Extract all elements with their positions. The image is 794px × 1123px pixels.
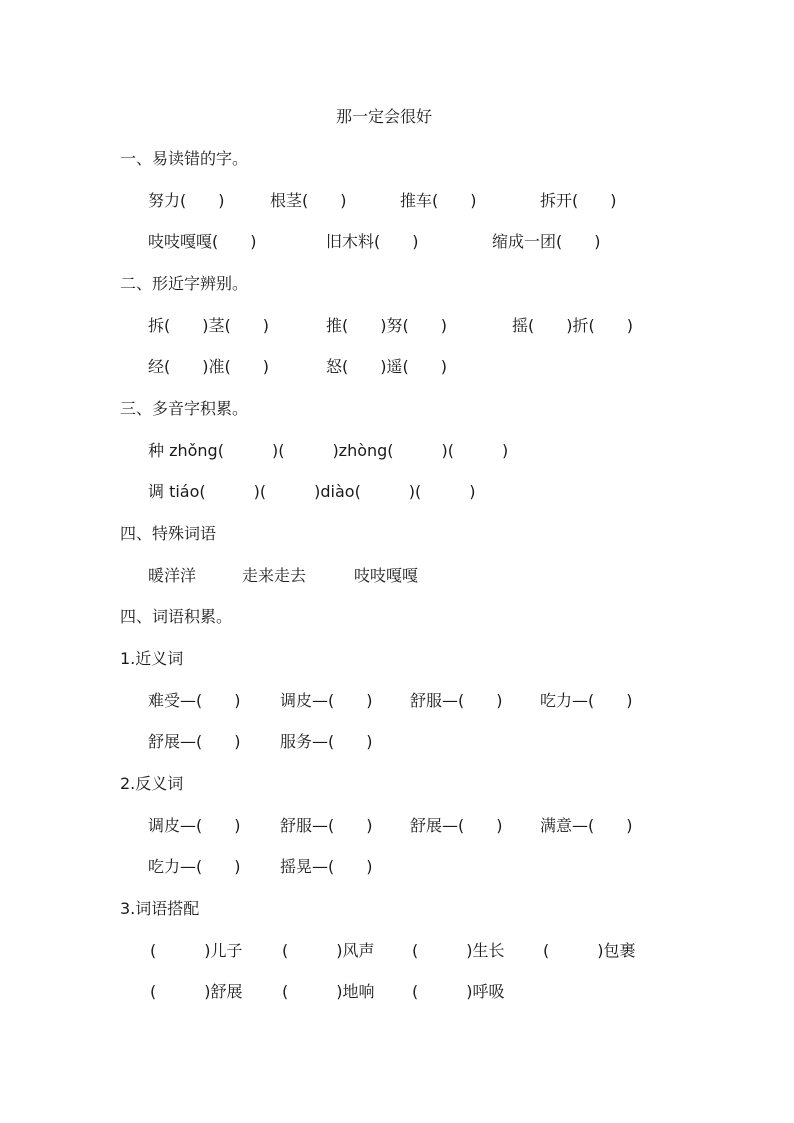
special-word: 走来走去 <box>242 566 307 585</box>
word-item: 吃力—( ) <box>540 691 633 710</box>
char-pair: 经( )准( ) <box>148 357 269 376</box>
special-word: 吱吱嘎嘎 <box>354 566 419 585</box>
polyphone-row: 种 zhǒng( )( )zhòng( )( ) <box>148 441 509 460</box>
char-pair: 摇( )折( ) <box>512 316 633 335</box>
word-item: 调皮—( ) <box>280 691 373 710</box>
subsection-label: 1.近义词 <box>120 649 184 668</box>
collocation-item: ( )生长 <box>412 941 505 960</box>
collocation-item: ( )舒展 <box>150 982 243 1001</box>
word-item: 根茎( ) <box>270 191 347 210</box>
collocation-item: ( )儿子 <box>150 941 243 960</box>
word-item: 满意—( ) <box>540 816 633 835</box>
word-item: 舒展—( ) <box>148 732 241 751</box>
word-item: 摇晃—( ) <box>280 857 373 876</box>
word-item: 努力( ) <box>148 191 225 210</box>
subsection-label: 3.词语搭配 <box>120 899 200 918</box>
subsection-label: 2.反义词 <box>120 774 184 793</box>
collocation-item: ( )风声 <box>282 941 375 960</box>
collocation-item: ( )包裹 <box>543 941 636 960</box>
collocation-item: ( )呼吸 <box>412 982 505 1001</box>
section-heading: 四、词语积累。 <box>120 607 233 626</box>
word-item: 调皮—( ) <box>148 816 241 835</box>
section-heading: 一、易读错的字。 <box>120 149 249 168</box>
polyphone-row: 调 tiáo( )( )diào( )( ) <box>148 482 476 501</box>
word-item: 舒服—( ) <box>280 816 373 835</box>
page-title: 那一定会很好 <box>335 107 432 126</box>
word-item: 难受—( ) <box>148 691 241 710</box>
char-pair: 拆( )茎( ) <box>148 316 269 335</box>
char-pair: 推( )努( ) <box>326 316 447 335</box>
char-pair: 怒( )遥( ) <box>326 357 447 376</box>
word-item: 舒服—( ) <box>410 691 503 710</box>
section-heading: 二、形近字辨别。 <box>120 274 249 293</box>
word-item: 拆开( ) <box>540 191 617 210</box>
word-item: 吱吱嘎嘎( ) <box>148 232 257 251</box>
section-heading: 三、多音字积累。 <box>120 399 249 418</box>
word-item: 舒展—( ) <box>410 816 503 835</box>
section-heading: 四、特殊词语 <box>120 524 217 543</box>
word-item: 推车( ) <box>400 191 477 210</box>
word-item: 吃力—( ) <box>148 857 241 876</box>
collocation-item: ( )地响 <box>282 982 375 1001</box>
word-item: 缩成一团( ) <box>492 232 601 251</box>
special-word: 暖洋洋 <box>148 566 197 585</box>
word-item: 旧木料( ) <box>326 232 419 251</box>
word-item: 服务—( ) <box>280 732 373 751</box>
